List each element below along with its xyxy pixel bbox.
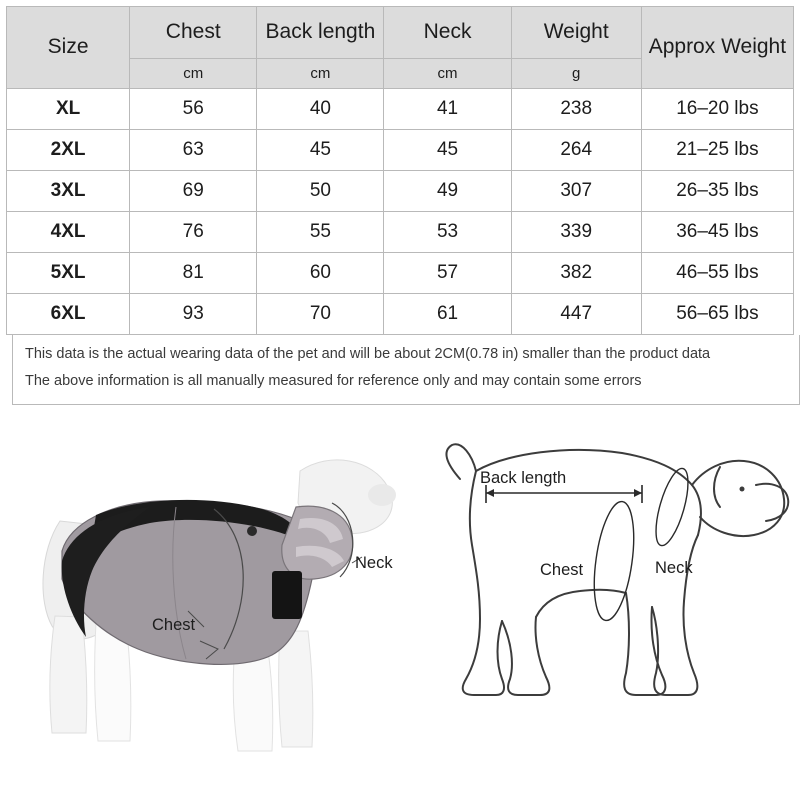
- cell-size: XL: [7, 89, 130, 130]
- table-row: [7, 89, 794, 130]
- cell-weight: 339: [511, 212, 641, 253]
- cell-neck: 41: [384, 89, 511, 130]
- cell-approx-weight: 26–35 lbs: [641, 171, 793, 212]
- illustration-area: [0, 411, 800, 763]
- header-back-length: Back length: [257, 7, 384, 59]
- cell-weight: 238: [511, 89, 641, 130]
- cell-approx-weight: 21–25 lbs: [641, 130, 793, 171]
- cell-weight: 264: [511, 130, 641, 171]
- unit-neck: cm: [384, 59, 511, 89]
- cell-neck: 49: [384, 171, 511, 212]
- cell-back-length: 70: [257, 294, 384, 335]
- unit-weight: g: [511, 59, 641, 89]
- dog-outline-diagram: [400, 411, 800, 763]
- neck-measure-ellipse: [649, 465, 694, 549]
- cell-size: 4XL: [7, 212, 130, 253]
- cell-size: 2XL: [7, 130, 130, 171]
- cell-neck: 57: [384, 253, 511, 294]
- header-approx-weight: Approx Weight: [641, 7, 793, 89]
- cell-approx-weight: 56–65 lbs: [641, 294, 793, 335]
- photo-neck-label: Neck: [355, 554, 393, 573]
- unit-chest: cm: [130, 59, 257, 89]
- cell-chest: 81: [130, 253, 257, 294]
- diagram-back-length-label: Back length: [480, 469, 567, 488]
- header-weight: Weight: [511, 7, 641, 59]
- cell-back-length: 50: [257, 171, 384, 212]
- table-row: [7, 294, 794, 335]
- cell-neck: 53: [384, 212, 511, 253]
- cell-weight: 447: [511, 294, 641, 335]
- cell-size: 6XL: [7, 294, 130, 335]
- table-header-row: [7, 7, 794, 59]
- table-row: [7, 130, 794, 171]
- cell-weight: 307: [511, 171, 641, 212]
- cell-back-length: 55: [257, 212, 384, 253]
- table-row: [7, 212, 794, 253]
- cell-chest: 56: [130, 89, 257, 130]
- unit-back-length: cm: [257, 59, 384, 89]
- photo-chest-label: Chest: [152, 616, 196, 635]
- note-line-2: The above information is all manually measured for reference only and may contain some errors: [25, 373, 642, 390]
- header-chest: Chest: [130, 7, 257, 59]
- diagram-chest-label: Chest: [540, 561, 584, 580]
- cell-back-length: 60: [257, 253, 384, 294]
- table-notes: [12, 335, 800, 405]
- cell-neck: 61: [384, 294, 511, 335]
- header-size: Size: [7, 7, 130, 89]
- dog-coat-photo-illustration: [0, 411, 400, 763]
- note-line-1: This data is the actual wearing data of the pet and will be about 2CM(0.78 in) smaller than the product data: [25, 346, 711, 362]
- cell-size: 5XL: [7, 253, 130, 294]
- cell-chest: 93: [130, 294, 257, 335]
- cell-chest: 69: [130, 171, 257, 212]
- cell-chest: 63: [130, 130, 257, 171]
- table-row: [7, 171, 794, 212]
- chest-measure-ellipse: [588, 499, 640, 623]
- measurement-diagram-panel: [400, 411, 800, 763]
- product-photo-panel: [0, 411, 400, 763]
- cell-size: 3XL: [7, 171, 130, 212]
- cell-approx-weight: 16–20 lbs: [641, 89, 793, 130]
- cell-neck: 45: [384, 130, 511, 171]
- cell-back-length: 45: [257, 130, 384, 171]
- cell-chest: 76: [130, 212, 257, 253]
- cell-approx-weight: 46–55 lbs: [641, 253, 793, 294]
- size-table: [6, 6, 794, 335]
- cell-weight: 382: [511, 253, 641, 294]
- cell-approx-weight: 36–45 lbs: [641, 212, 793, 253]
- table-row: [7, 253, 794, 294]
- cell-back-length: 40: [257, 89, 384, 130]
- header-neck: Neck: [384, 7, 511, 59]
- diagram-neck-label: Neck: [655, 559, 693, 578]
